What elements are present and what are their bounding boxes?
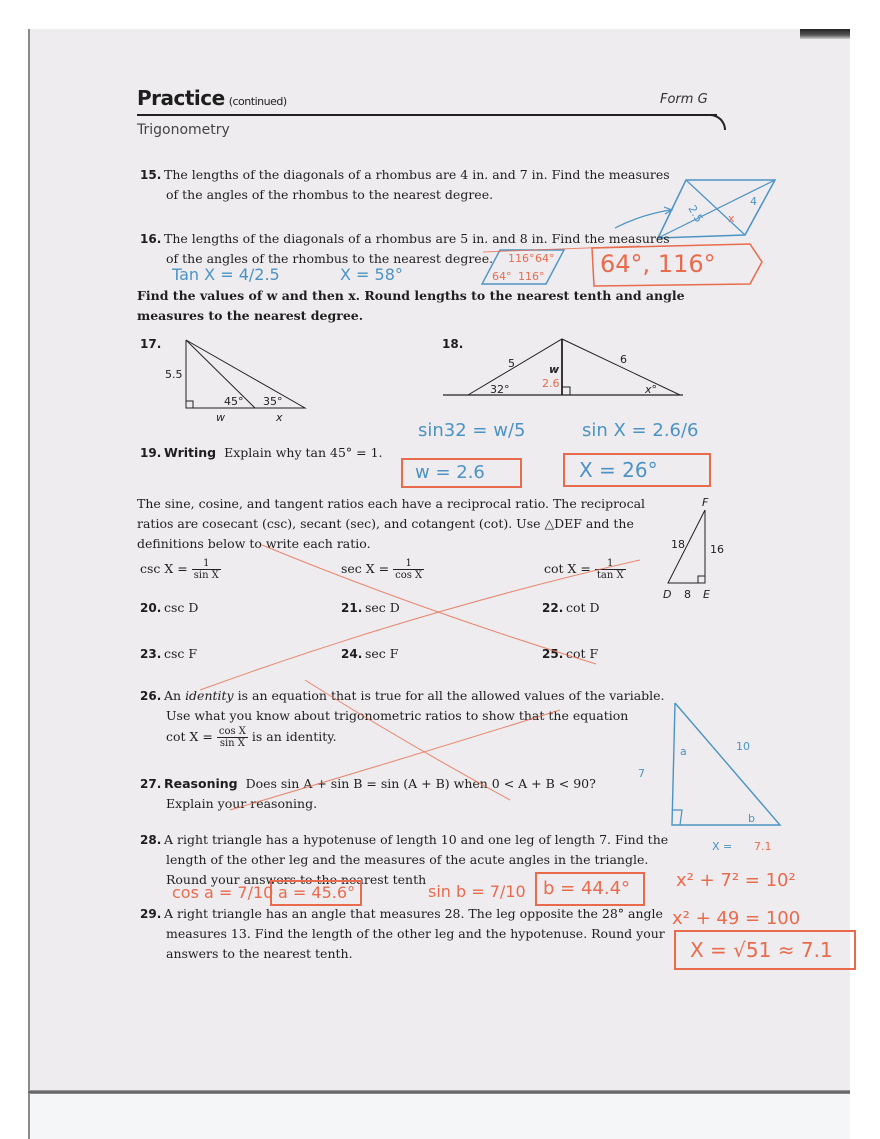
problem-text: A right triangle has an angle that measures 28. The leg opposite the 28° angle [164,906,663,921]
problem-number: 21. [341,601,363,615]
problem-text: csc D [164,600,199,615]
frac-num: 1 [393,558,424,570]
problem-number: 22. [542,601,564,615]
problem-keyword: Reasoning [164,776,238,791]
hand-pythag-line2: x² + 49 = 100 [672,908,801,929]
def-lhs: csc X = [140,561,188,576]
answer-16: 64°, 116° [600,250,716,278]
problem-text: sec F [365,646,399,661]
problem-text: Round your answers to the nearest tenth [166,872,427,887]
frac-den: cos X [395,570,423,581]
svg-text:5.5: 5.5 [165,368,183,381]
problem-number: 17. [140,337,162,351]
problem-text: The lengths of the diagonals of a rhombus are 4 in. and 7 in. Find the measures [164,167,670,182]
frac-num: cos X [218,726,246,737]
svg-text:w: w [549,363,560,376]
frac-den: sin X [219,738,245,749]
problem-text: of the angles of the rhombus to the nearest degree. [166,251,494,266]
svg-text:X =: X = [712,840,733,853]
svg-text:8: 8 [684,588,691,601]
problem-number: 20. [140,601,162,615]
hand-x-value: X = 58° [340,265,403,284]
svg-text:x°: x° [645,383,658,396]
svg-text:b: b [748,812,755,825]
frac-num: 1 [595,558,626,570]
svg-text:w: w [216,411,225,424]
instruction-text: Find the values of w and then x. Round lengths to the nearest tenth and angle [137,288,685,303]
problem-text: cot F [566,646,599,661]
svg-text:10: 10 [736,740,750,753]
hand-tan-equation: Tan X = 4/2.5 [172,265,280,284]
svg-text:x: x [276,411,283,424]
problem-text: An [164,688,182,703]
problem-number: 25. [542,647,564,661]
problem-text: cot D [566,600,600,615]
svg-text:45°: 45° [224,395,244,408]
problem-number: 24. [341,647,363,661]
problem-text: of the angles of the rhombus to the nearest degree. [166,187,494,202]
svg-text:a: a [680,745,687,758]
svg-text:116°: 116° [508,252,535,265]
svg-text:x: x [728,212,735,225]
title-suffix: (continued) [228,95,287,108]
problem-text: Use what you know about trigonometric ratios to show that the equation [166,708,629,723]
svg-text:2.6: 2.6 [542,377,560,390]
intro-text: definitions below to write each ratio. [137,536,371,551]
svg-text:16: 16 [710,543,724,556]
problem-text: answers to the nearest tenth. [166,946,353,961]
problem-text: is an equation that is true for all the allowed values of the variable. [237,688,665,703]
problem-number: 29. [140,907,162,921]
problem-text: Explain your reasoning. [166,796,318,811]
svg-text:D: D [663,588,672,601]
problem-text: length of the other leg and the measures of the acute angles in the triangle. [166,852,649,867]
answer-x-box: X = 26° [563,453,711,487]
svg-text:35°: 35° [263,395,283,408]
intro-text: ratios are cosecant (csc), secant (sec), and cotangent (cot). Use △DEF and the [137,516,634,531]
title-text: Practice [137,86,225,110]
svg-text:64°: 64° [492,270,512,283]
problem-number: 19. [140,446,162,460]
section-title: Trigonometry [137,122,230,138]
problem-text: Does sin A + sin B = sin (A + B) when 0 < A + B < 90? [245,776,596,791]
form-label: Form G [660,92,708,107]
answer-pythag-box: X = √51 ≈ 7.1 [674,930,856,970]
intro-text: The sine, cosine, and tangent ratios each have a reciprocal ratio. The reciprocal [137,496,646,511]
svg-text:116°: 116° [518,270,545,283]
frac-den: sin X [193,570,219,581]
problem-number: 15. [140,168,162,182]
def-lhs: cot X = [544,561,591,576]
problem-number: 23. [140,647,162,661]
hand-sin32-equation: sin32 = w/5 [418,420,526,441]
hand-cos-equation: cos a = 7/10 [172,883,274,902]
answer-a-box: a = 45.6° [270,880,362,906]
problem-text: measures 13. Find the length of the other leg and the hypotenuse. Round your [166,926,665,941]
problem-text: Explain why tan 45° = 1. [224,445,383,460]
hand-sin-equation: sin b = 7/10 [428,882,526,901]
problem-number: 27. [140,777,162,791]
svg-text:32°: 32° [490,383,510,396]
problem-text: The lengths of the diagonals of a rhombus are 5 in. and 8 in. Find the measures [164,231,670,246]
svg-text:F: F [702,496,709,509]
svg-text:7.1: 7.1 [754,840,772,853]
problem-number: 26. [140,689,162,703]
problem-term: identity [185,688,234,703]
problem-text: is an identity. [251,729,337,744]
answer-w-box: w = 2.6 [401,458,522,488]
problem-keyword: Writing [164,445,217,460]
svg-text:2.5: 2.5 [685,203,706,225]
hand-sinx-equation: sin X = 2.6/6 [582,420,699,441]
frac-num: 1 [192,558,221,570]
problem-text: A right triangle has a hypotenuse of length 10 and one leg of length 7. Find the [164,832,669,847]
problem-text: csc F [164,646,198,661]
svg-text:4: 4 [750,195,757,208]
problem-number: 28. [140,833,162,847]
equation-lhs: cot X = [166,729,213,744]
svg-text:7: 7 [638,767,645,780]
svg-text:18: 18 [671,538,685,551]
frac-den: tan X [596,570,624,581]
svg-text:E: E [703,588,710,601]
instruction-text: measures to the nearest degree. [137,308,364,323]
problem-number: 18. [442,337,464,351]
answer-b-box: b = 44.4° [535,872,645,906]
problem-text: sec D [365,600,400,615]
svg-text:64°: 64° [535,252,555,265]
svg-text:5: 5 [508,357,515,370]
svg-text:6: 6 [620,353,627,366]
def-lhs: sec X = [341,561,390,576]
problem-number: 16. [140,232,162,246]
hand-pythag-line1: x² + 7² = 10² [676,870,796,891]
